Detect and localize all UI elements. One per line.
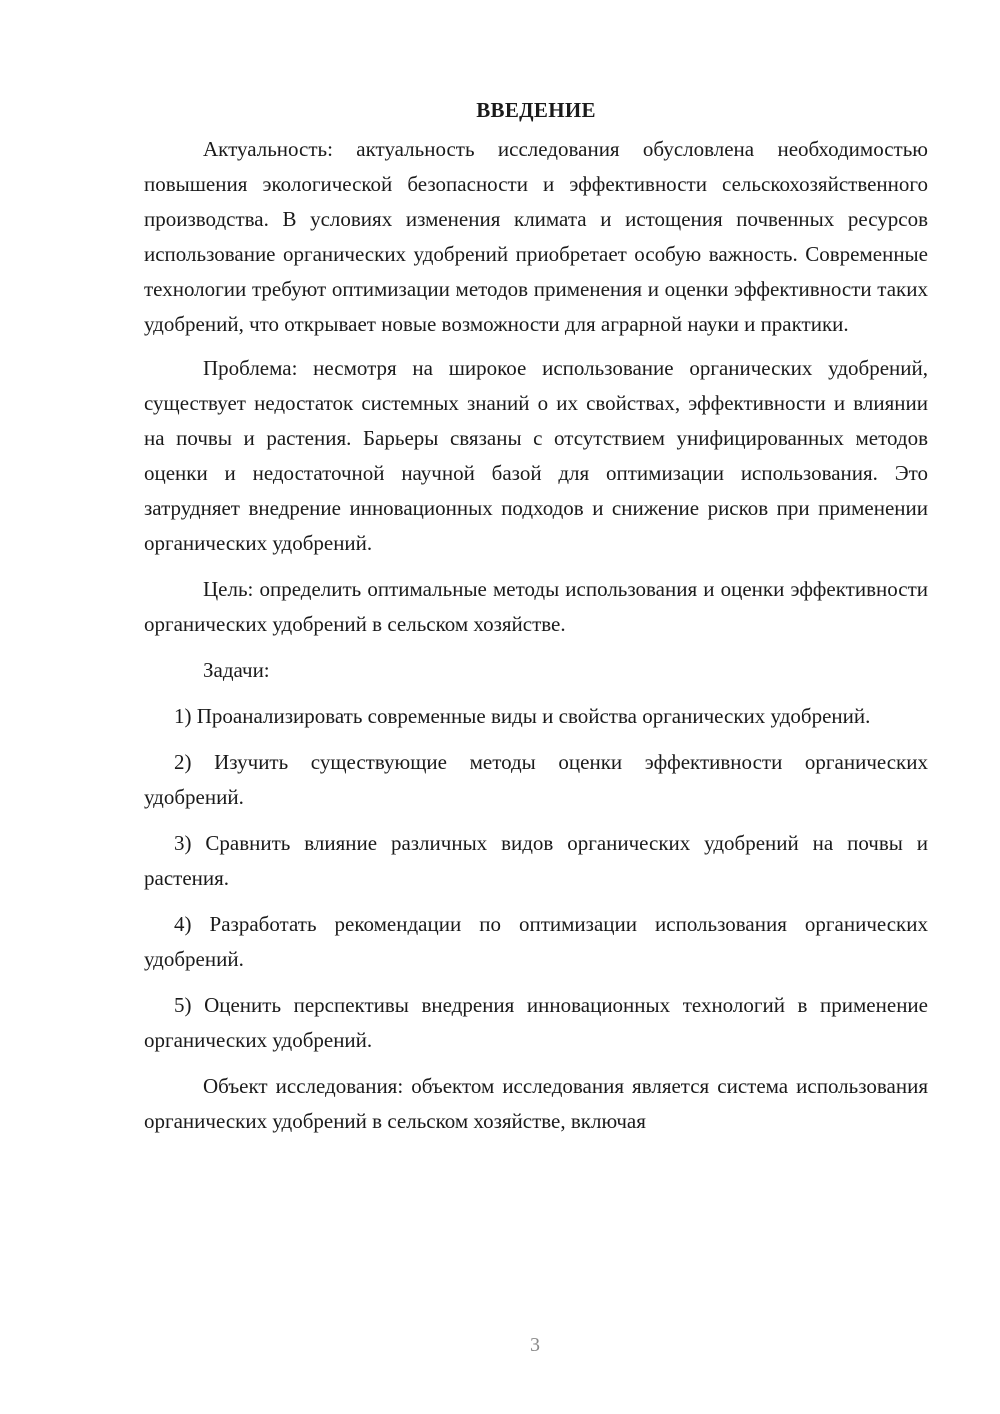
section-heading: ВВЕДЕНИЕ [476,98,596,122]
paragraph-relevance: Актуальность: актуальность исследования обусловлена необходимостью повышения экологической безопасности и эффективности сельскохозяйственного производства. В условиях изменения климата и истощения почвенных ресурсов использование органических удобрений приобретает особую важность. Современные технологии требуют оптимизации методов применения и оценки эффективности таких удобрений, что открывает новые возможности для аграрной науки и практики. [144,137,928,336]
task-item-1: 1) Проанализировать современные виды и свойства органических удобрений. [174,704,871,728]
task-item-3: 3) Сравнить влияние различных видов органических удобрений на почвы и растения. [144,831,928,890]
paragraph-problem: Проблема: несмотря на широкое использование органических удобрений, существует недостаток системных знаний о их свойствах, эффективности и влиянии на почвы и растения. Барьеры связаны с отсутствием унифицированных методов оценки и недостаточной научной базой для оптимизации использования. Это затрудняет внедрение инновационных подходов и снижение рисков при применении органических удобрений. [144,356,928,555]
tasks-label: Задачи: [203,658,270,682]
task-item-5: 5) Оценить перспективы внедрения инновационных технологий в применение органических удобрений. [144,993,928,1052]
paragraph-object: Объект исследования: объектом исследования является система использования органических удобрений в сельском хозяйстве, включая [144,1074,928,1133]
document-page [144,92,928,1150]
paragraph-goal: Цель: определить оптимальные методы использования и оценки эффективности органических удобрений в сельском хозяйстве. [144,577,928,636]
task-item-4: 4) Разработать рекомендации по оптимизации использования органических удобрений. [144,912,928,971]
page-number: 3 [530,1334,540,1356]
task-item-2: 2) Изучить существующие методы оценки эффективности органических удобрений. [144,750,928,809]
